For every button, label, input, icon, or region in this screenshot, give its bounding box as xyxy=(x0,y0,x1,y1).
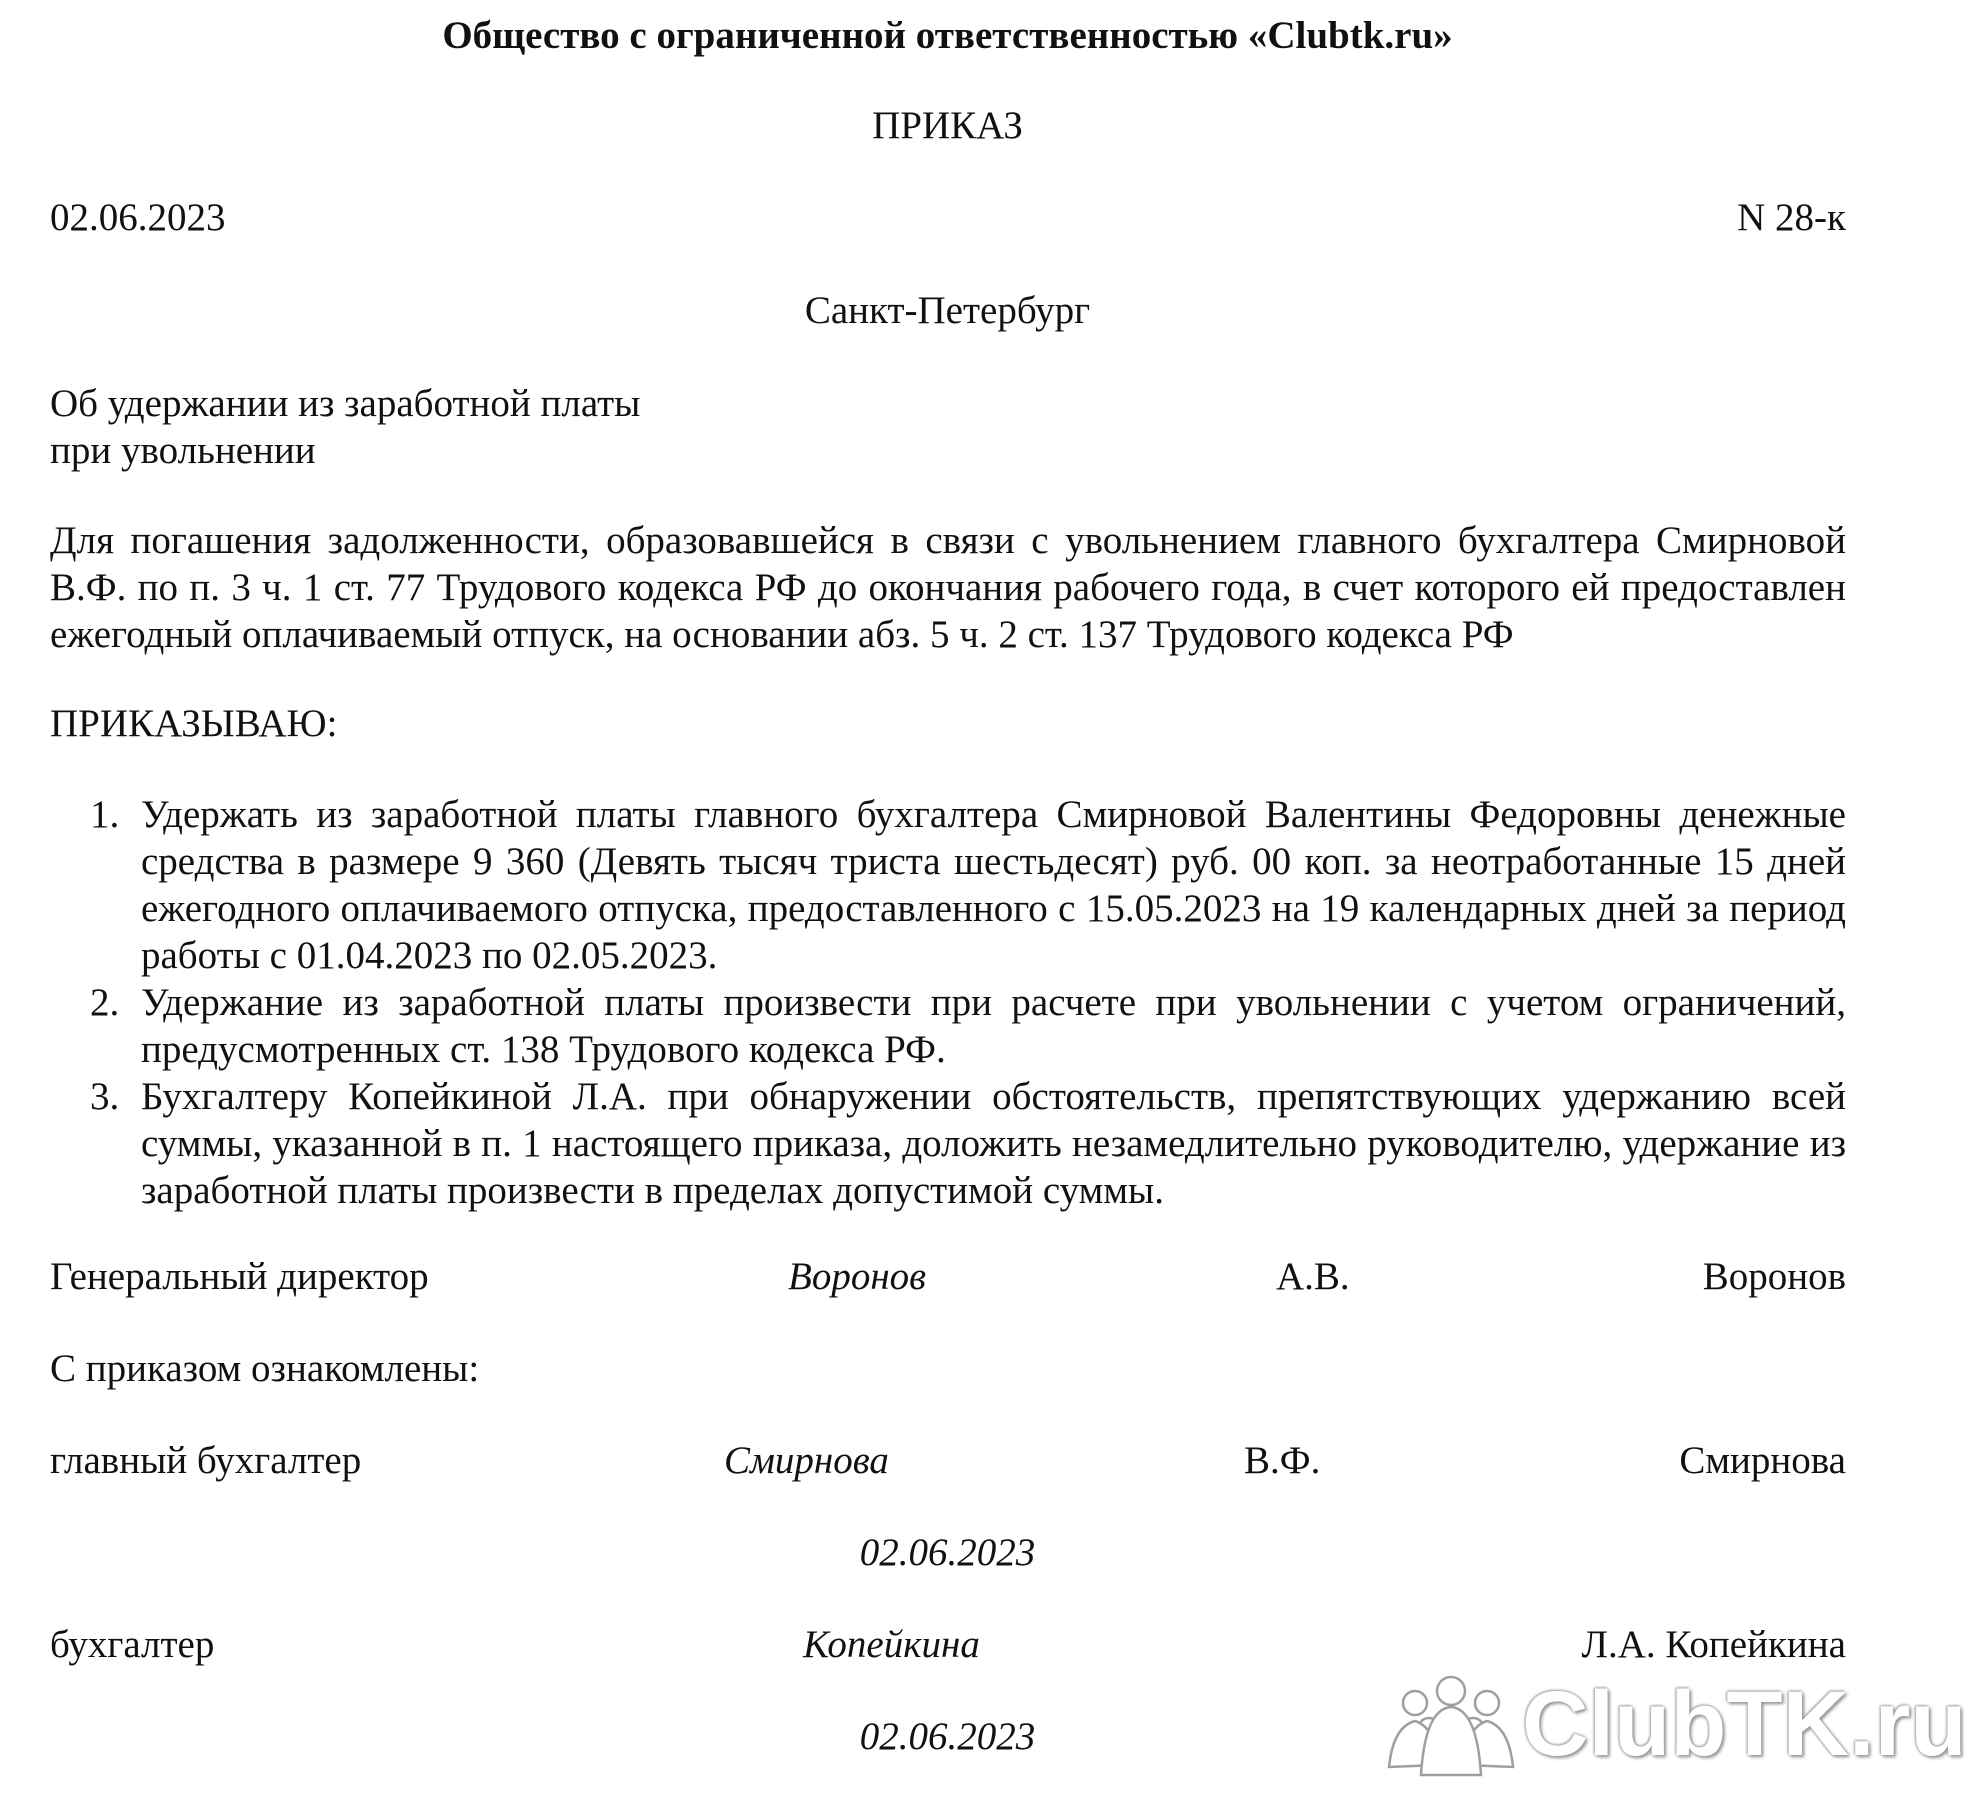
accountant-name: Л.А. Копейкина xyxy=(1581,1623,1846,1666)
chief-accountant-surname: Смирнова xyxy=(1679,1439,1846,1482)
order-date: 02.06.2023 xyxy=(50,196,226,239)
order-heading: ПРИКАЗЫВАЮ: xyxy=(50,702,338,745)
document-title: ПРИКАЗ xyxy=(872,104,1023,147)
preamble-paragraph: Для погашения задолженности, образовавшейся в связи с увольнением главного бухгалтера Смирновой В.Ф. по п. 3 ч. 1 ст. 77 Трудового кодекса РФ до окончания рабочего года, в счет которого ей предоставлен ежегодный оплачиваемый отпуск, на основании абз. 5 ч. 2 ст. 137 Трудового кодекса РФ xyxy=(50,519,1846,656)
chief-accountant-initials: В.Ф. xyxy=(1244,1439,1321,1482)
order-item xyxy=(50,979,1846,1073)
item-number: 1. xyxy=(90,793,120,836)
people-logo-icon xyxy=(1381,1669,1521,1781)
clubtk-watermark xyxy=(1377,1663,1967,1789)
accountant-position: бухгалтер xyxy=(50,1623,215,1666)
item-number: 3. xyxy=(90,1075,120,1118)
chief-accountant-date: 02.06.2023 xyxy=(859,1531,1036,1574)
subject-line-1: Об удержании из заработной платы xyxy=(50,382,641,425)
chief-accountant-position: главный бухгалтер xyxy=(50,1439,362,1482)
order-item xyxy=(50,1073,1846,1214)
director-initials: А.В. xyxy=(1276,1255,1350,1298)
item-text: Удержать из заработной платы главного бухгалтера Смирновой Валентины Федоровны денежные средства в размере 9 360 (Девять тысяч триста шестьдесят) руб. 00 коп. за неотработанные 15 дней ежегодного оплачиваемого отпуска, предоставленного с 15.05.2023 на 19 календарных дней за период работы с 01.04.2023 по 02.05.2023. xyxy=(141,793,1846,977)
order-number: N 28-к xyxy=(1737,196,1846,239)
item-text: Бухгалтеру Копейкиной Л.А. при обнаружении обстоятельств, препятствующих удержанию всей суммы, указанной в п. 1 настоящего приказа, доложить незамедлительно руководителю, удержание из заработной платы произвести в пределах допустимой суммы. xyxy=(141,1075,1846,1212)
watermark-text: ClubTK.ru xyxy=(1522,1673,1967,1775)
director-position: Генеральный директор xyxy=(50,1255,429,1298)
city: Санкт-Петербург xyxy=(804,289,1091,332)
director-surname: Воронов xyxy=(1702,1255,1846,1298)
accountant-signature: Копейкина xyxy=(803,1623,980,1666)
subject-line-2: при увольнении xyxy=(50,429,316,472)
item-text: Удержание из заработной платы произвести при расчете при увольнении с учетом ограничений, предусмотренных ст. 138 Трудового кодекса РФ. xyxy=(141,981,1846,1071)
order-items-list xyxy=(50,791,1846,1214)
order-item xyxy=(50,791,1846,979)
item-number: 2. xyxy=(90,981,120,1024)
director-signature: Воронов xyxy=(788,1255,927,1298)
acquainted-label: С приказом ознакомлены: xyxy=(50,1347,480,1390)
organization-name: Общество с ограниченной ответственностью «Clubtk.ru» xyxy=(442,14,1453,57)
chief-accountant-signature: Смирнова xyxy=(724,1439,889,1482)
accountant-date: 02.06.2023 xyxy=(859,1715,1036,1758)
